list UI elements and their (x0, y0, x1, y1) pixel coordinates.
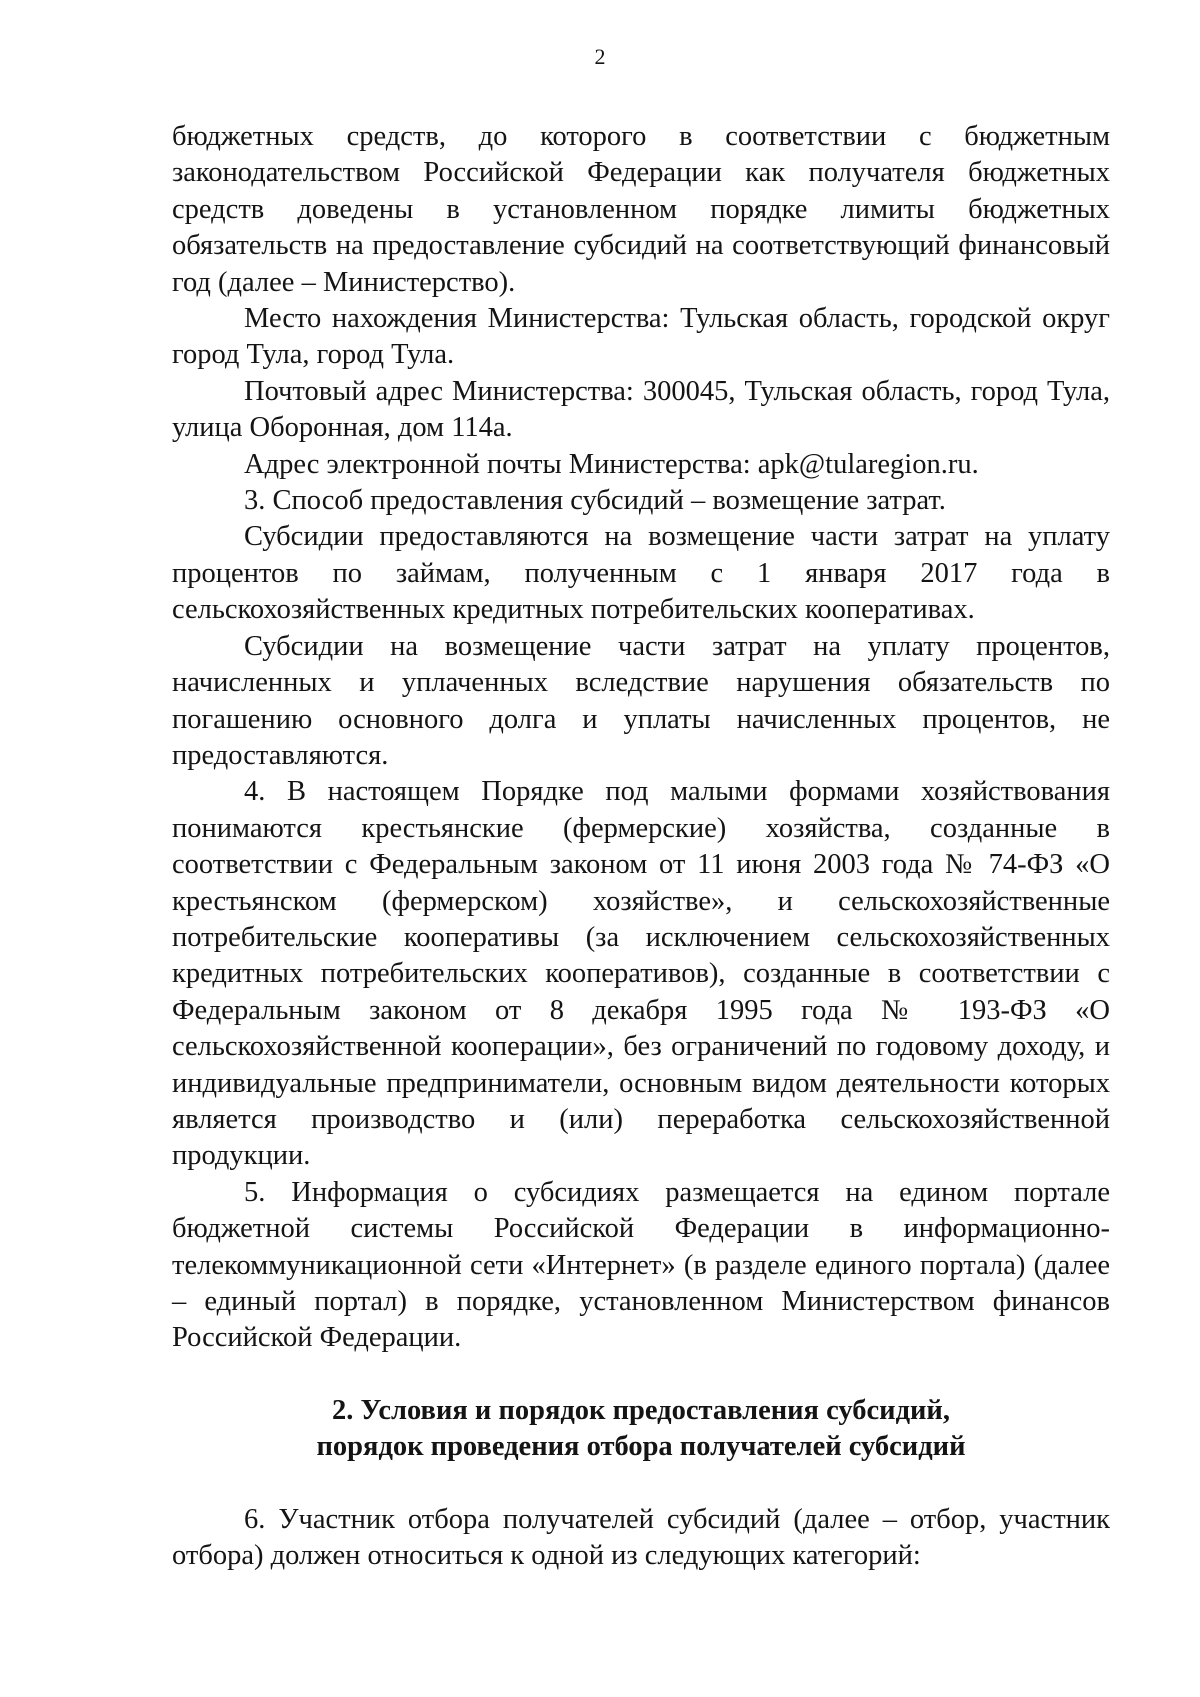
page-number: 2 (594, 44, 606, 69)
section-heading (172, 1393, 1110, 1466)
paragraph-postal-address: Почтовый адрес Министерства: 300045, Тульская область, город Тула, улица Оборонная, дом 114а. (172, 375, 1110, 444)
paragraph-item-5: 5. Информация о субсидиях размещается на едином портале бюджетной системы Российской Федерации в информационно-телекоммуникационной сети «Интернет» (в разделе единого портала) (далее – единый портал) в порядке, установленном Министерством финансов Российской Федерации. (172, 1176, 1110, 1354)
section-heading-line-1: 2. Условия и порядок предоставления субсидий, (332, 1394, 950, 1426)
paragraph-email: Адрес электронной почты Министерства: apk@tularegion.ru. (244, 448, 979, 480)
paragraph-subsidy-purpose: Субсидии предоставляются на возмещение части затрат на уплату процентов по займам, полученным с 1 января 2017 года в сельскохозяйственных кредитных потребительских кооперативах. (172, 521, 1110, 626)
paragraph-item-3: 3. Способ предоставления субсидий – возмещение затрат. (244, 485, 946, 517)
paragraph-item-4: 4. В настоящем Порядке под малыми формами хозяйствования понимаются крестьянские (фермерские) хозяйства, созданные в соответствии с Федеральным законом от 11 июня 2003 года № 74-ФЗ «О крестьянском (фермерском) хозяйстве», и сельскохозяйственные потребительские кооперативы (за исключением сельскохозяйственных кредитных потребительских кооперативов), созданные в соответствии с Федеральным законом от 8 декабря 1995 года № 193-ФЗ «О сельскохозяйственной кооперации», без ограничений по годовому доходу, и индивидуальные предприниматели, основным видом деятельности которых является производство и (или) переработка сельскохозяйственной продукции. (172, 776, 1110, 1172)
paragraph-location: Место нахождения Министерства: Тульская область, городской округ город Тула, город Тула. (172, 303, 1110, 371)
section-heading-line-2: порядок проведения отбора получателей субсидий (316, 1431, 966, 1463)
paragraph-item-6: 6. Участник отбора получателей субсидий (далее – отбор, участник отбора) должен относиться к одной из следующих категорий: (172, 1503, 1110, 1572)
paragraph-continuation: бюджетных средств, до которого в соответствии с бюджетным законодательством Российской Федерации как получателя бюджетных средств доведены в установленном порядке лимиты бюджетных обязательств на предоставление субсидий на соответствующий финансовый год (далее – Министерство). (172, 121, 1110, 298)
paragraph-subsidy-exclusion: Субсидии на возмещение части затрат на уплату процентов, начисленных и уплаченных вследствие нарушения обязательств по погашению основного долга и уплаты начисленных процентов, не предоставляются. (172, 630, 1110, 771)
document-body (172, 119, 1110, 1574)
